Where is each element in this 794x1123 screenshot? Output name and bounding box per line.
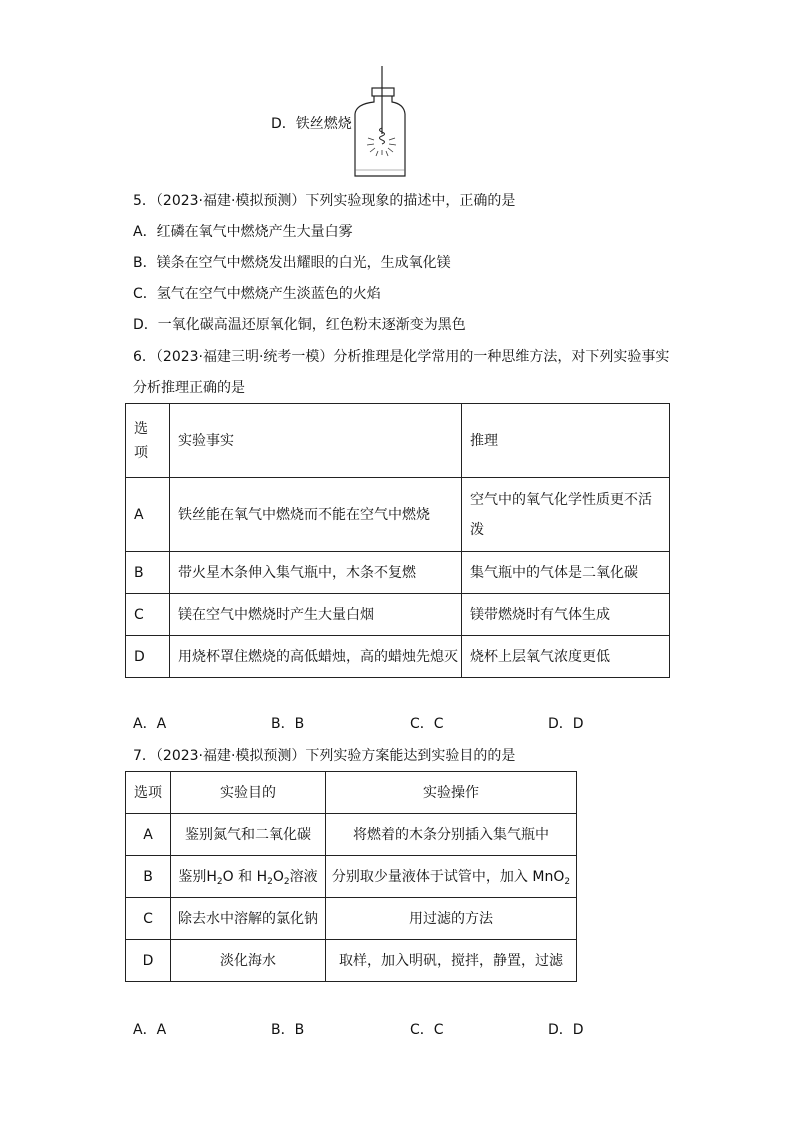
q6-row-fact: 镁在空气中燃烧时产生大量白烟 [170,594,462,636]
q7-answer-c: C．C [410,1022,444,1038]
q7-goal-text: 鉴别H [178,868,217,885]
q7-answer-d: D．D [548,1022,584,1038]
q7-header-option: 选项 [126,772,171,814]
q6-row-fact: 带火星木条伸入集气瓶中，木条不复燃 [170,552,462,594]
q6-row-inference [462,478,670,552]
q7-row-goal [171,856,326,898]
q7-row-operation: 用过滤的方法 [326,898,577,940]
table-row [126,552,670,594]
q7-row-operation [326,856,577,898]
q6-answer-d: D．D [548,716,584,732]
q6-row-inference: 镁带燃烧时有气体生成 [462,594,670,636]
q6-header-option [126,404,170,478]
q7-answer-a: A．A [133,1022,167,1038]
q7-goal-sub: 2 [283,876,290,887]
q7-row-goal: 淡化海水 [171,940,326,982]
q6-row-fact: 铁丝能在氧气中燃烧而不能在空气中燃烧 [170,478,462,552]
bottle-illustration [352,66,408,182]
q7-goal-sub: 2 [267,876,273,887]
q6-answer-b: B．B [271,716,305,732]
q5-option-c: C．氢气在空气中燃烧产生淡蓝色的火焰 [133,286,381,302]
q6-row-key: B [126,552,170,594]
table-row [126,594,670,636]
q5-option-d: D．一氧化碳高温还原氧化铜，红色粉末逐渐变为黑色 [133,317,466,333]
q7-table [125,771,577,982]
q7-answer-b: B．B [271,1022,305,1038]
q6-header-fact: 实验事实 [170,404,462,478]
q6-answer-a: A．A [133,716,167,732]
q7-goal-text: O [272,868,284,885]
q6-row-fact: 用烧杯罩住燃烧的高低蜡烛，高的蜡烛先熄灭 [170,636,462,678]
table-row [126,898,577,940]
q7-row-operation: 将燃着的木条分别插入集气瓶中 [326,814,577,856]
q7-row-goal: 鉴别氮气和二氧化碳 [171,814,326,856]
q7-row-key: C [126,898,171,940]
q6-header-inference: 推理 [462,404,670,478]
q5-stem: 5．（2023·福建·模拟预测）下列实验现象的描述中，正确的是 [133,193,516,209]
q4-option-d-label: D．铁丝燃烧 [271,116,352,132]
q7-row-key: B [126,856,171,898]
table-row [126,856,577,898]
q7-stem: 7．（2023·福建·模拟预测）下列实验方案能达到实验目的的是 [133,748,516,764]
q5-option-b: B．镁条在空气中燃烧发出耀眼的白光，生成氧化镁 [133,255,451,271]
q7-goal-text: O 和 H [222,868,268,885]
q6-stem-line1: 6．（2023·福建三明·统考一模）分析推理是化学常用的一种思维方法，对下列实验事实 [133,349,670,365]
q5-option-a: A．红磷在氧气中燃烧产生大量白雾 [133,224,353,240]
q6-header-option-l2: 项 [134,444,148,461]
q7-row-key: A [126,814,171,856]
q6-table [125,403,670,678]
q6-row-inference-l1: 空气中的氧气化学性质更不活 [470,491,652,508]
q6-row-inference-l2: 泼 [470,521,484,538]
q7-row-goal: 除去水中溶解的氯化钠 [171,898,326,940]
q6-row-key: A [126,478,170,552]
q6-answer-c: C．C [410,716,444,732]
q6-table-header [126,404,670,478]
table-row [126,478,670,552]
q6-stem-line2: 分析推理正确的是 [133,380,245,396]
q6-row-key: D [126,636,170,678]
q6-header-option-l1: 选 [134,420,148,437]
q7-row-operation: 取样，加入明矾，搅拌，静置，过滤 [326,940,577,982]
q7-row-key: D [126,940,171,982]
q7-op-text: 分别取少量液体于试管中，加入 MnO [331,868,565,885]
table-row [126,814,577,856]
q6-row-inference: 集气瓶中的气体是二氧化碳 [462,552,670,594]
table-row [126,636,670,678]
q7-header-goal: 实验目的 [171,772,326,814]
q7-goal-text: 溶液 [289,868,318,885]
table-row [126,940,577,982]
q6-row-key: C [126,594,170,636]
q7-goal-sub: 2 [216,876,223,887]
q7-op-sub: 2 [564,876,571,887]
q7-table-header [126,772,577,814]
q7-header-operation: 实验操作 [326,772,577,814]
q6-row-inference: 烧杯上层氧气浓度更低 [462,636,670,678]
